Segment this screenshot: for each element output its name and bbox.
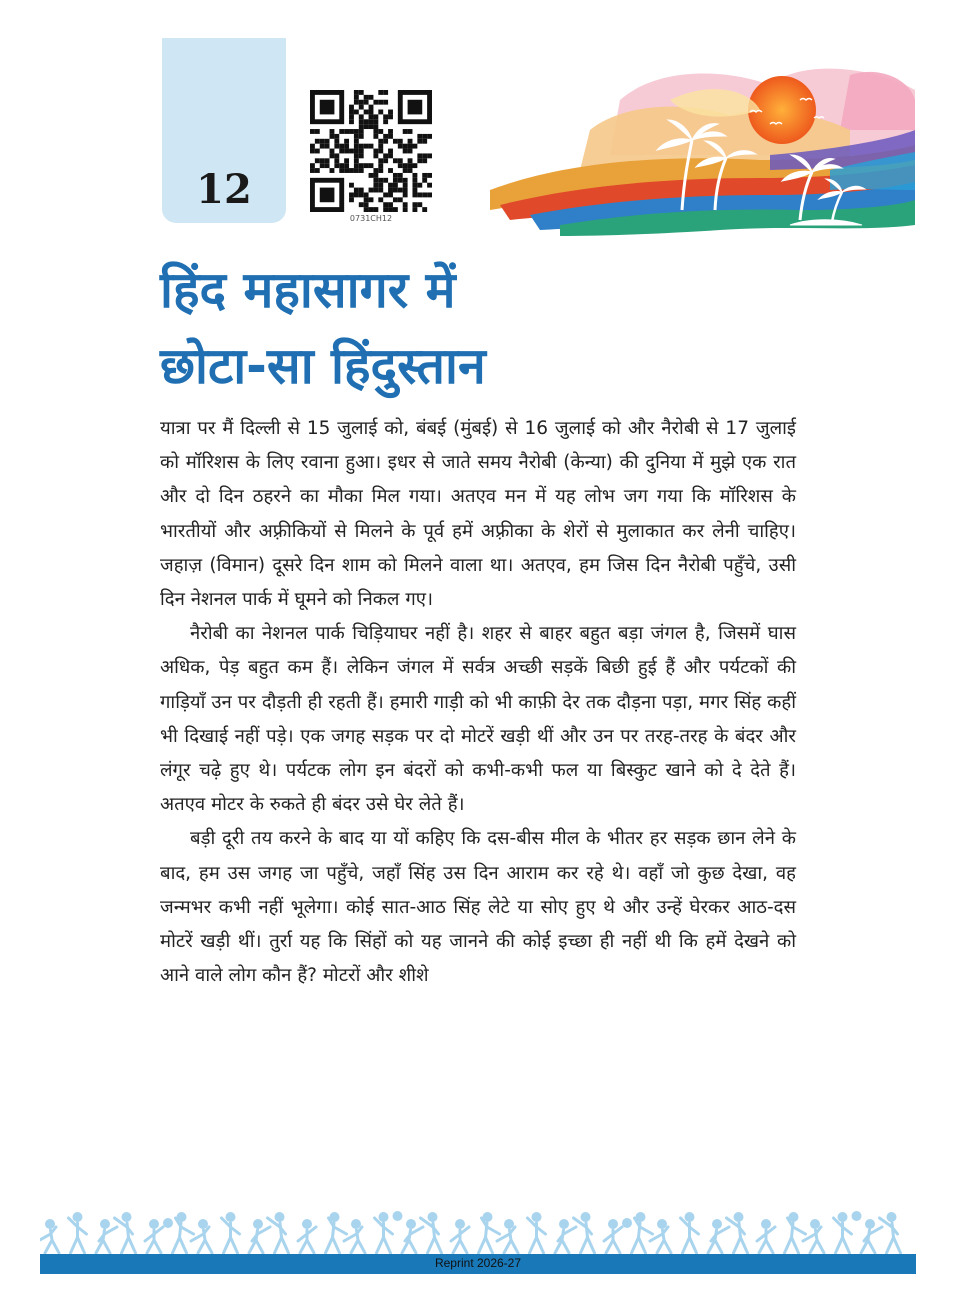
paragraph-1: यात्रा पर मैं दिल्ली से 15 जुलाई को, बंबई (मुंबई) से 16 जुलाई को और नैरोबी से 17 जुलाई को मॉरिशस के लिए रवाना हुआ। इधर से जाते समय नैरोबी (केन्या) की दुनिया में मुझे एक रात और दो दिन ठहरने का मौका मिल गया। अतएव मन में यह लोभ जग गया कि मॉरिशस के भारतीयों और अफ़्रीकियों से मिलने के पूर्व हमें अफ़्रीका के शेरों से मुलाकात कर लेनी चाहिए। जहाज़ (विमान) दूसरे दिन शाम को मिलने वाला था। अतएव, हम जिस दिन नैरोबी पहुँचे, उसी दिन नेशनल पार्क में घूमने को निकल गए। [160, 418, 796, 611]
qr-code[interactable] [310, 90, 432, 230]
footer-reprint-text: Reprint 2026-27 [434, 1256, 522, 1270]
qr-code-label: 0731CH12 [349, 214, 393, 223]
children-silhouettes-illustration [40, 1195, 916, 1255]
chapter-title [160, 252, 860, 404]
chapter-title-line-2: छोटा-सा हिंदुस्तान [160, 337, 486, 395]
qr-code-icon [310, 90, 432, 212]
body-text [160, 412, 796, 993]
chapter-title-line-1: हिंद महासागर में [160, 261, 456, 319]
chapter-number: 12 [196, 166, 252, 213]
footer-bar [40, 1254, 916, 1274]
paragraph-2: नैरोबी का नेशनल पार्क चिड़ियाघर नहीं है। शहर से बाहर बहुत बड़ा जंगल है, जिसमें घास अधिक, पेड़ बहुत कम हैं। लेकिन जंगल में सर्वत्र अच्छी सड़कें बिछी हुई हैं और पर्यटकों की गाड़ियाँ उन पर दौड़ती ही रहती हैं। हमारी गाड़ी को भी काफ़ी देर तक दौड़ना पड़ा, मगर सिंह कहीं भी दिखाई नहीं पड़े। एक जगह सड़क पर दो मोटरें खड़ी थीं और उन पर तरह-तरह के बंदर और लंगूर चढ़े हुए थे। पर्यटक लोग इन बंदरों को कभी-कभी फल या बिस्कुट खाने को दे देते हैं। अतएव मोटर के रुकते ही बंदर उसे घेर लेते हैं। [160, 623, 796, 816]
paragraph-3: बड़ी दूरी तय करने के बाद या यों कहिए कि दस-बीस मील के भीतर हर सड़क छान लेने के बाद, हम उस जगह जा पहुँचे, जहाँ सिंह उस दिन आराम कर रहे थे। वहाँ जो कुछ देखा, वह जन्मभर कभी नहीं भूलेगा। कोई सात-आठ सिंह लेटे या सोए हुए थे और उन्हें घेरकर आठ-दस मोटरें खड़ी थीं। तुर्रा यह कि सिंहों को यह जानने की कोई इच्छा ही नहीं थी कि हमें देखने को आने वाले लोग कौन हैं? मोटरों और शीशे [160, 828, 796, 987]
tropical-scenery-illustration [470, 60, 920, 240]
chapter-tab [162, 38, 286, 223]
